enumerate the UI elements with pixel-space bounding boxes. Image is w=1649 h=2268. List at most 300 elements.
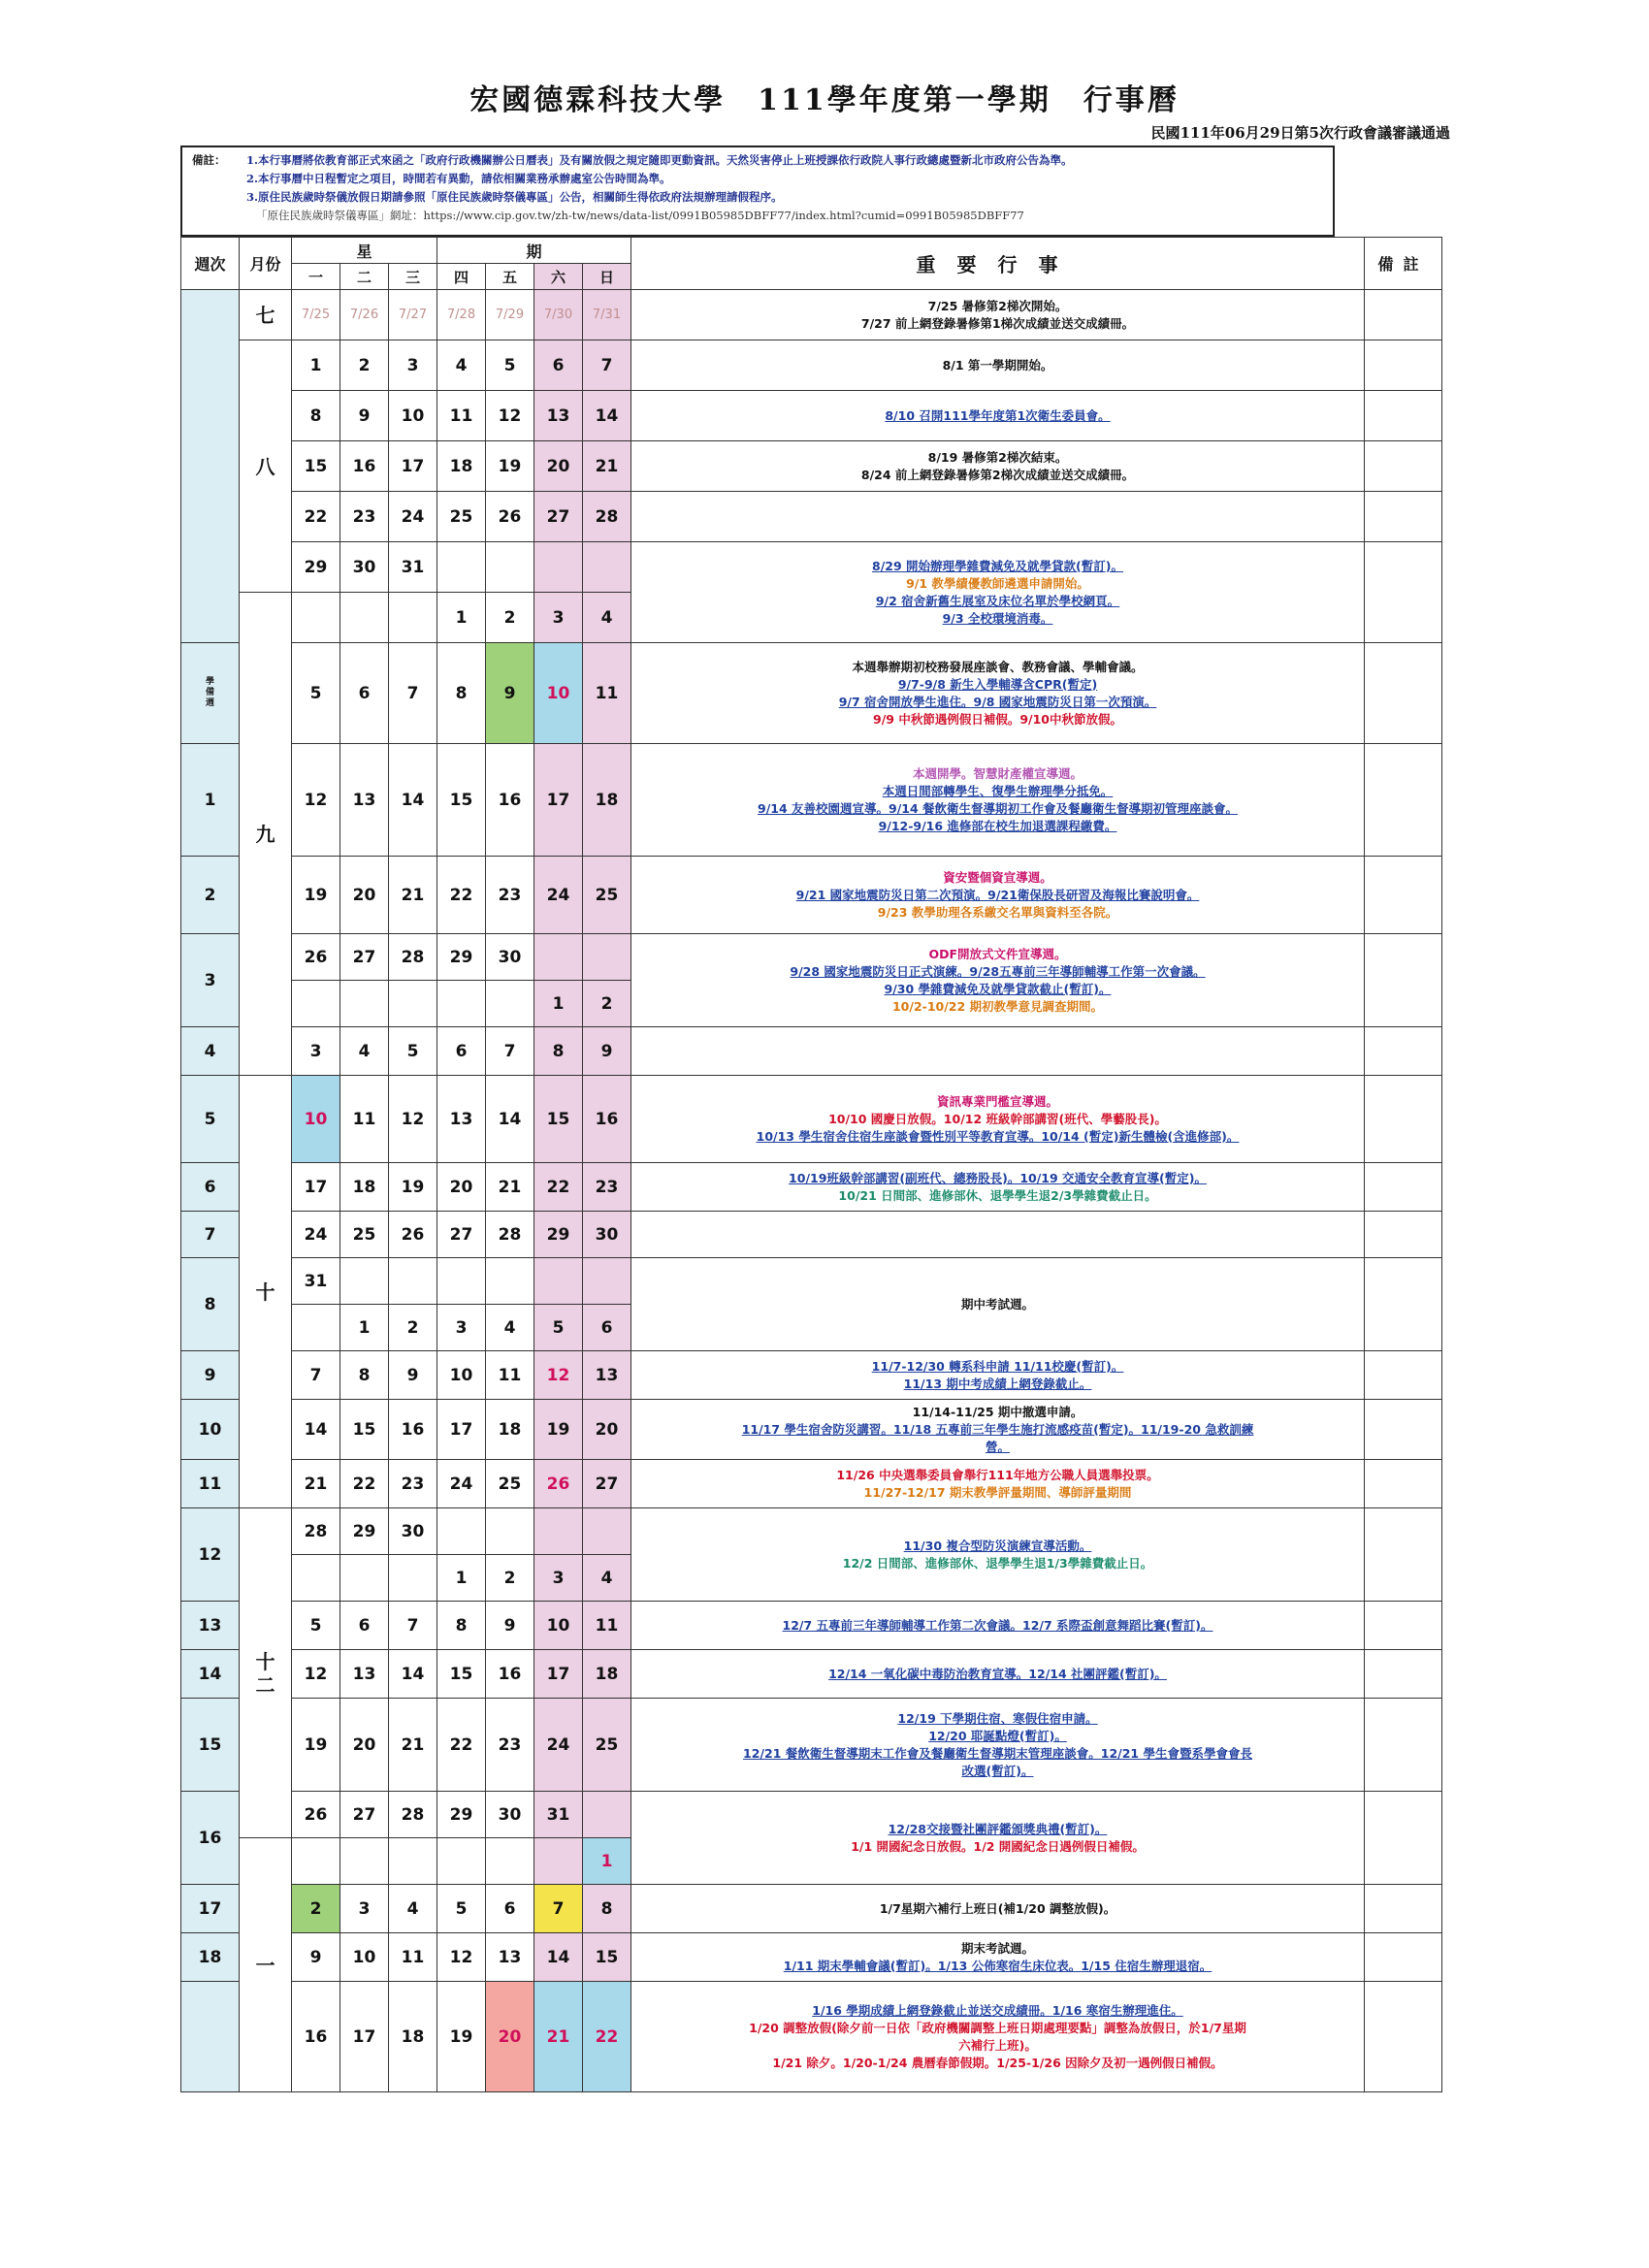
remarks-cell: [1365, 492, 1442, 542]
events-cell: [631, 492, 1365, 542]
day-cell: 8: [437, 1602, 486, 1650]
day-cell: 26: [486, 492, 534, 542]
day-cell: 29: [437, 1792, 486, 1838]
week-number: 10: [181, 1400, 240, 1460]
calendar-row: [181, 1351, 1442, 1400]
remarks-cell: [1365, 643, 1442, 744]
day-label-tue: 二: [340, 264, 389, 290]
header-month: 月份: [240, 238, 292, 290]
event-line: 10/19班級幹部講習(副班代、總務股長)。10/19 交通安全教育宣導(暫定)。: [789, 1170, 1207, 1185]
day-cell: 26: [534, 1460, 583, 1508]
day-cell: 21: [389, 1699, 437, 1792]
day-cell: 18: [437, 441, 486, 492]
events-cell: [631, 1027, 1365, 1076]
events-cell: [631, 744, 1365, 857]
day-cell: 22: [534, 1163, 583, 1212]
remarks-cell: [1365, 1650, 1442, 1699]
day-cell: 17: [389, 441, 437, 492]
event-line: 1/20 調整放假(除夕前一日依「政府機關調整上班日期處理要點」調整為放假日，於1/7星期: [749, 2020, 1246, 2035]
day-cell: 7/31: [583, 290, 631, 340]
week-number: 1: [181, 744, 240, 857]
events-cell: [631, 1163, 1365, 1212]
week-number: 15: [181, 1699, 240, 1792]
day-cell: 11: [437, 391, 486, 441]
day-cell: 29: [340, 1508, 389, 1555]
day-cell: 8: [340, 1351, 389, 1400]
calendar-row: [181, 492, 1442, 542]
day-cell: 4: [437, 340, 486, 391]
event-line: 8/29 開始辦理學雜費減免及就學貸款(暫訂)。: [872, 558, 1123, 573]
week-number: 18: [181, 1933, 240, 1982]
day-cell: 23: [583, 1163, 631, 1212]
remarks-cell: [1365, 1982, 1442, 2092]
notes-box: [180, 146, 1335, 237]
remarks-cell: [1365, 1460, 1442, 1508]
week-number: 8: [181, 1258, 240, 1351]
day-cell: 9: [340, 391, 389, 441]
event-line: 9/30 學雜費減免及就學貸款截止(暫訂)。: [884, 981, 1112, 996]
event-line: 9/12-9/16 進修部在校生加退選課程繳費。: [878, 818, 1117, 833]
day-cell: [437, 1508, 486, 1555]
event-line: 11/13 期中考成績上網登錄截止。: [903, 1376, 1092, 1391]
event-line: 11/14-11/25 期中撤選申請。: [912, 1404, 1083, 1419]
event-line: 11/26 中央選舉委員會舉行111年地方公職人員選舉投票。: [836, 1467, 1159, 1482]
day-cell: 12: [389, 1076, 437, 1163]
remarks-cell: [1365, 1933, 1442, 1982]
event-line: 11/30 複合型防災演練宣導活動。: [903, 1538, 1092, 1553]
day-cell: 7/27: [389, 290, 437, 340]
day-cell: 20: [534, 441, 583, 492]
remarks-cell: [1365, 1699, 1442, 1792]
event-line: 12/2 日間部、進修部休、退學學生退1/3學雜費截止日。: [842, 1555, 1153, 1571]
day-cell: 7: [486, 1027, 534, 1076]
day-cell: 23: [486, 1699, 534, 1792]
week-number: 16: [181, 1792, 240, 1885]
day-cell: 22: [437, 1699, 486, 1792]
day-cell: 21: [534, 1982, 583, 2092]
day-label-sun: 日: [583, 264, 631, 290]
event-line: 9/14 友善校園週宣導。9/14 餐飲衛生督導期初工作會及餐廳衛生督導期初管理座談會。: [758, 800, 1239, 816]
calendar-row: [181, 340, 1442, 391]
remarks-cell: [1365, 1602, 1442, 1650]
day-cell: 9: [486, 1602, 534, 1650]
day-cell: 22: [437, 857, 486, 934]
day-cell: 10: [437, 1351, 486, 1400]
events-cell: [631, 1602, 1365, 1650]
day-cell: 25: [583, 1699, 631, 1792]
day-cell: 6: [340, 1602, 389, 1650]
week-number: 9: [181, 1351, 240, 1400]
event-line: 期中考試週。: [961, 1296, 1035, 1312]
day-cell: 28: [486, 1212, 534, 1258]
week-number: 6: [181, 1163, 240, 1212]
day-cell: 4: [389, 1885, 437, 1933]
event-line: 7/25 暑修第2梯次開始。: [927, 298, 1068, 313]
week-number: 12: [181, 1508, 240, 1602]
events-cell: [631, 1885, 1365, 1933]
day-cell: 14: [292, 1400, 340, 1460]
day-cell: 14: [389, 1650, 437, 1699]
day-cell: 26: [292, 1792, 340, 1838]
day-cell: 2: [486, 593, 534, 643]
day-cell: 20: [583, 1400, 631, 1460]
day-cell: 15: [437, 1650, 486, 1699]
day-cell: 13: [340, 1650, 389, 1699]
event-line: 改選(暫訂)。: [961, 1763, 1034, 1778]
events-cell: [631, 1933, 1365, 1982]
events-cell: [631, 1258, 1365, 1351]
event-line: 六補行上班)。: [958, 2037, 1037, 2053]
day-cell: 6: [486, 1885, 534, 1933]
day-cell: 27: [340, 1792, 389, 1838]
day-cell: 16: [486, 1650, 534, 1699]
remarks-cell: [1365, 1792, 1442, 1885]
day-cell: 24: [292, 1212, 340, 1258]
day-cell: 15: [292, 441, 340, 492]
remarks-cell: [1365, 1351, 1442, 1400]
day-cell: 27: [437, 1212, 486, 1258]
day-cell: 13: [583, 1351, 631, 1400]
day-cell: 19: [292, 857, 340, 934]
day-cell: 28: [389, 1792, 437, 1838]
day-cell: 7: [583, 340, 631, 391]
event-line: 10/21 日間部、進修部休、退學學生退2/3學雜費截止日。: [838, 1187, 1157, 1203]
day-cell: 11: [389, 1933, 437, 1982]
event-line: 資安暨個資宣導週。: [943, 869, 1052, 885]
day-cell: 20: [340, 857, 389, 934]
day-cell: 21: [292, 1460, 340, 1508]
event-line: 11/7-12/30 轉系科申請 11/11校慶(暫訂)。: [871, 1358, 1124, 1374]
day-cell: [292, 1555, 340, 1602]
events-cell: [631, 441, 1365, 492]
calendar-row: [181, 1258, 1442, 1305]
day-cell: [292, 593, 340, 643]
event-line: 9/7-9/8 新生入學輔導含CPR(暫定): [897, 676, 1098, 692]
calendar-row: [181, 1400, 1442, 1460]
event-line: 營。: [986, 1439, 1011, 1454]
calendar-row: [181, 1602, 1442, 1650]
day-cell: 15: [340, 1400, 389, 1460]
day-cell: [389, 1555, 437, 1602]
events-cell: [631, 1699, 1365, 1792]
header-qi: 期: [437, 238, 631, 264]
day-cell: 19: [389, 1163, 437, 1212]
day-cell: [340, 1838, 389, 1885]
day-cell: 25: [583, 857, 631, 934]
events-cell: [631, 1351, 1365, 1400]
calendar-table: [180, 237, 1442, 2092]
calendar-row: [181, 1460, 1442, 1508]
month-label: 一: [240, 1838, 292, 2092]
day-cell: 22: [583, 1982, 631, 2092]
day-cell: 1: [340, 1305, 389, 1351]
day-cell: 12: [437, 1933, 486, 1982]
event-line: 本週舉辦期初校務發展座談會、教務會議、學輔會議。: [852, 659, 1144, 674]
day-cell: 21: [486, 1163, 534, 1212]
event-line: 11/27-12/17 期末教學評量期間、導師評量期間: [863, 1484, 1132, 1500]
day-cell: 19: [486, 441, 534, 492]
month-label: 十: [240, 1076, 292, 1508]
day-cell: 21: [389, 857, 437, 934]
event-line: 10/10 國慶日放假。10/12 班級幹部講習(班代、學藝股長)。: [828, 1111, 1167, 1126]
day-label-wed: 三: [389, 264, 437, 290]
events-cell: [631, 1792, 1365, 1885]
day-cell: 16: [340, 441, 389, 492]
day-cell: [486, 542, 534, 593]
event-line: 8/24 前上網登錄暑修第2梯次成績並送交成績冊。: [860, 467, 1135, 482]
remarks-cell: [1365, 441, 1442, 492]
calendar-row: [181, 934, 1442, 981]
calendar-row: [181, 1792, 1442, 1838]
day-cell: 8: [292, 391, 340, 441]
day-cell: 30: [486, 934, 534, 981]
day-cell: 12: [292, 1650, 340, 1699]
day-cell: 5: [486, 340, 534, 391]
day-cell: 10: [534, 1602, 583, 1650]
day-cell: 25: [340, 1212, 389, 1258]
day-cell: 18: [583, 744, 631, 857]
day-cell: 2: [486, 1555, 534, 1602]
day-cell: 9: [486, 643, 534, 744]
day-cell: 9: [292, 1933, 340, 1982]
day-cell: 18: [340, 1163, 389, 1212]
calendar-row: [181, 1699, 1442, 1792]
remarks-cell: [1365, 1212, 1442, 1258]
remarks-cell: [1365, 1076, 1442, 1163]
calendar-row: [181, 1163, 1442, 1212]
events-cell: [631, 1212, 1365, 1258]
calendar-row: [181, 1508, 1442, 1555]
events-cell: [631, 542, 1365, 643]
event-line: 1/21 除夕。1/20-1/24 農曆春節假期。1/25-1/26 因除夕及初一遇例假日補假。: [772, 2055, 1223, 2070]
calendar-row: [181, 1885, 1442, 1933]
notes-heading: 備註：: [192, 153, 226, 167]
day-cell: 1: [583, 1838, 631, 1885]
day-cell: 24: [389, 492, 437, 542]
day-cell: 16: [389, 1400, 437, 1460]
day-cell: 27: [534, 492, 583, 542]
week-number: 13: [181, 1602, 240, 1650]
day-cell: 6: [534, 340, 583, 391]
note-line: 1.本行事曆將依教育部正式來函之「政府行政機關辦公日曆表」及有關放假之規定隨即更動資訊。天然災害停止上班授課依行政院人事行政總處暨新北市政府公告為準。: [246, 153, 1073, 167]
event-line: 9/7 宿舍開放學生進住。9/8 國家地震防災日第一次預演。: [838, 694, 1157, 709]
event-line: 9/28 國家地震防災日正式演練。9/28五專前三年導師輔導工作第一次會議。: [790, 963, 1206, 979]
day-cell: 11: [340, 1076, 389, 1163]
remarks-cell: [1365, 1508, 1442, 1602]
day-cell: [340, 593, 389, 643]
day-cell: 18: [389, 1982, 437, 2092]
day-cell: 8: [583, 1885, 631, 1933]
week-number: 2: [181, 857, 240, 934]
day-cell: 14: [389, 744, 437, 857]
note-line: 3.原住民族歲時祭儀放假日期請參照「原住民族歲時祭儀專區」公告，相關師生得依政府法規辦理請假程序。: [246, 190, 783, 204]
events-cell: [631, 290, 1365, 340]
day-cell: 20: [437, 1163, 486, 1212]
day-cell: 7/29: [486, 290, 534, 340]
remarks-cell: [1365, 1400, 1442, 1460]
day-cell: 5: [437, 1885, 486, 1933]
note-line: 2.本行事曆中日程暫定之項目，時間若有異動，請依相關業務承辦處室公告時間為準。: [246, 172, 671, 185]
day-cell: [486, 1838, 534, 1885]
calendar-row: [181, 1650, 1442, 1699]
event-line: 1/1 開國紀念日放假。1/2 開國紀念日遇例假日補假。: [851, 1838, 1145, 1854]
remarks-cell: [1365, 1027, 1442, 1076]
day-cell: 12: [292, 744, 340, 857]
note-url: 「原住民族歲時祭儀專區」網址：https://www.cip.gov.tw/zh-tw/news/data-list/0991B05985DBFF77/index.html?cumid=0991B05985DBFF77: [256, 209, 1024, 222]
day-cell: [534, 1508, 583, 1555]
event-line: 12/20 耶誕點燈(暫訂)。: [928, 1728, 1067, 1743]
event-line: 8/10 召開111學年度第1次衛生委員會。: [885, 407, 1111, 423]
day-cell: [389, 981, 437, 1027]
day-cell: 7/25: [292, 290, 340, 340]
event-line: ODF開放式文件宣導週。: [928, 946, 1067, 961]
day-cell: 30: [486, 1792, 534, 1838]
day-cell: 2: [292, 1885, 340, 1933]
day-cell: 17: [534, 1650, 583, 1699]
day-cell: [340, 981, 389, 1027]
day-cell: 14: [534, 1933, 583, 1982]
event-line: 9/9 中秋節遇例假日補假。9/10中秋節放假。: [873, 711, 1122, 727]
day-cell: 2: [583, 981, 631, 1027]
remarks-cell: [1365, 744, 1442, 857]
event-line: 1/7星期六補行上班日(補1/20 調整放假)。: [879, 1900, 1116, 1916]
header-week: 週次: [181, 238, 240, 290]
day-cell: 19: [534, 1400, 583, 1460]
day-cell: 3: [292, 1027, 340, 1076]
event-line: 12/21 餐飲衛生督導期末工作會及餐廳衛生督導期末管理座談會。12/21 學生會暨系學會會長: [743, 1745, 1252, 1761]
day-cell: 12: [534, 1351, 583, 1400]
events-cell: [631, 340, 1365, 391]
day-cell: 4: [486, 1305, 534, 1351]
events-cell: [631, 391, 1365, 441]
day-cell: 11: [583, 643, 631, 744]
events-cell: [631, 643, 1365, 744]
day-cell: [437, 1258, 486, 1305]
day-cell: 22: [340, 1460, 389, 1508]
event-line: 7/27 前上網登錄暑修第1梯次成績並送交成績冊。: [860, 315, 1135, 331]
event-line: 9/1 教學績優教師遴選申請開始。: [906, 575, 1089, 591]
events-cell: [631, 1076, 1365, 1163]
week-number: 11: [181, 1460, 240, 1508]
page-title: 宏國德霖科技大學 111學年度第一學期 行事曆: [469, 83, 1180, 117]
week-number: 4: [181, 1027, 240, 1076]
calendar-row: [181, 1982, 1442, 2092]
day-cell: 5: [389, 1027, 437, 1076]
day-cell: [292, 981, 340, 1027]
day-cell: 16: [486, 744, 534, 857]
remarks-cell: [1365, 542, 1442, 643]
day-cell: [583, 934, 631, 981]
day-cell: 2: [389, 1305, 437, 1351]
header-remarks: 備註: [1365, 238, 1442, 290]
event-line: 8/1 第一學期開始。: [942, 357, 1053, 373]
event-line: 1/16 學期成績上網登錄截止並送交成績冊。1/16 寒宿生辦理進住。: [812, 2002, 1183, 2018]
day-cell: 3: [389, 340, 437, 391]
event-line: 12/7 五專前三年導師輔導工作第二次會議。12/7 系際盃創意舞蹈比賽(暫訂)。: [782, 1617, 1213, 1633]
month-label: 七: [240, 290, 292, 340]
calendar-row: [181, 290, 1442, 340]
day-cell: 31: [292, 1258, 340, 1305]
day-cell: [534, 1838, 583, 1885]
calendar-row: [181, 1027, 1442, 1076]
calendar-row: [181, 643, 1442, 744]
day-cell: 10: [534, 643, 583, 744]
day-cell: [340, 1555, 389, 1602]
day-cell: 13: [534, 391, 583, 441]
remarks-cell: [1365, 934, 1442, 1027]
day-cell: 8: [437, 643, 486, 744]
month-label: 八: [240, 340, 292, 593]
event-line: 9/21 國家地震防災日第二次預演。9/21衛保股長研習及海報比賽說明會。: [795, 887, 1200, 902]
month-label: 十 二: [240, 1508, 292, 1838]
day-cell: [389, 1838, 437, 1885]
day-cell: [583, 542, 631, 593]
day-cell: 7/30: [534, 290, 583, 340]
day-cell: 16: [292, 1982, 340, 2092]
day-cell: 11: [486, 1351, 534, 1400]
day-cell: 16: [583, 1076, 631, 1163]
approval-note: 民國111年06月29日第5次行政會議審議通過: [1150, 124, 1450, 142]
month-label: 九: [240, 593, 292, 1076]
event-line: 12/19 下學期住宿、寒假住宿申請。: [897, 1710, 1098, 1726]
remarks-cell: [1365, 1885, 1442, 1933]
day-cell: [437, 981, 486, 1027]
event-line: 9/2 宿舍新舊生展室及床位名單於學校網頁。: [875, 593, 1120, 608]
day-cell: 15: [583, 1933, 631, 1982]
day-cell: 3: [534, 593, 583, 643]
event-line: 10/2-10/22 期初教學意見調查期間。: [891, 998, 1104, 1014]
day-cell: 19: [437, 1982, 486, 2092]
day-label-fri: 五: [486, 264, 534, 290]
day-cell: [534, 1258, 583, 1305]
day-cell: 15: [437, 744, 486, 857]
day-cell: 17: [437, 1400, 486, 1460]
day-cell: 24: [534, 857, 583, 934]
day-cell: 3: [534, 1555, 583, 1602]
day-cell: 7: [292, 1351, 340, 1400]
calendar-row: [181, 1212, 1442, 1258]
day-cell: 31: [534, 1792, 583, 1838]
week-number: 17: [181, 1885, 240, 1933]
event-line: 8/19 暑修第2梯次結束。: [927, 449, 1068, 465]
day-cell: [389, 1258, 437, 1305]
day-cell: [486, 981, 534, 1027]
day-cell: 28: [292, 1508, 340, 1555]
day-cell: 29: [292, 542, 340, 593]
calendar-row: [181, 857, 1442, 934]
day-cell: 14: [486, 1076, 534, 1163]
day-cell: 5: [292, 643, 340, 744]
day-cell: 7/26: [340, 290, 389, 340]
event-line: 11/17 學生宿舍防災講習。11/18 五專前三年學生施打流感疫苗(暫定)。11/19-20 急救訓練: [741, 1421, 1254, 1437]
day-cell: 29: [437, 934, 486, 981]
remarks-cell: [1365, 391, 1442, 441]
event-line: 12/28交接暨社團評鑑頒獎典禮(暫訂)。: [888, 1821, 1108, 1836]
event-line: 10/13 學生宿舍住宿生座談會暨性別平等教育宣導。10/14 (暫定)新生體檢(含進修部)。: [756, 1128, 1240, 1144]
day-cell: 6: [583, 1305, 631, 1351]
day-cell: 23: [486, 857, 534, 934]
day-cell: 4: [340, 1027, 389, 1076]
calendar-row: [181, 1076, 1442, 1163]
remarks-cell: [1365, 1163, 1442, 1212]
event-line: 9/23 教學助理各系繳交名單與資料至各院。: [877, 904, 1118, 920]
day-cell: [292, 1838, 340, 1885]
day-cell: 10: [389, 391, 437, 441]
day-cell: 11: [583, 1602, 631, 1650]
calendar-row: [181, 542, 1442, 593]
day-cell: 27: [583, 1460, 631, 1508]
day-cell: 25: [486, 1460, 534, 1508]
